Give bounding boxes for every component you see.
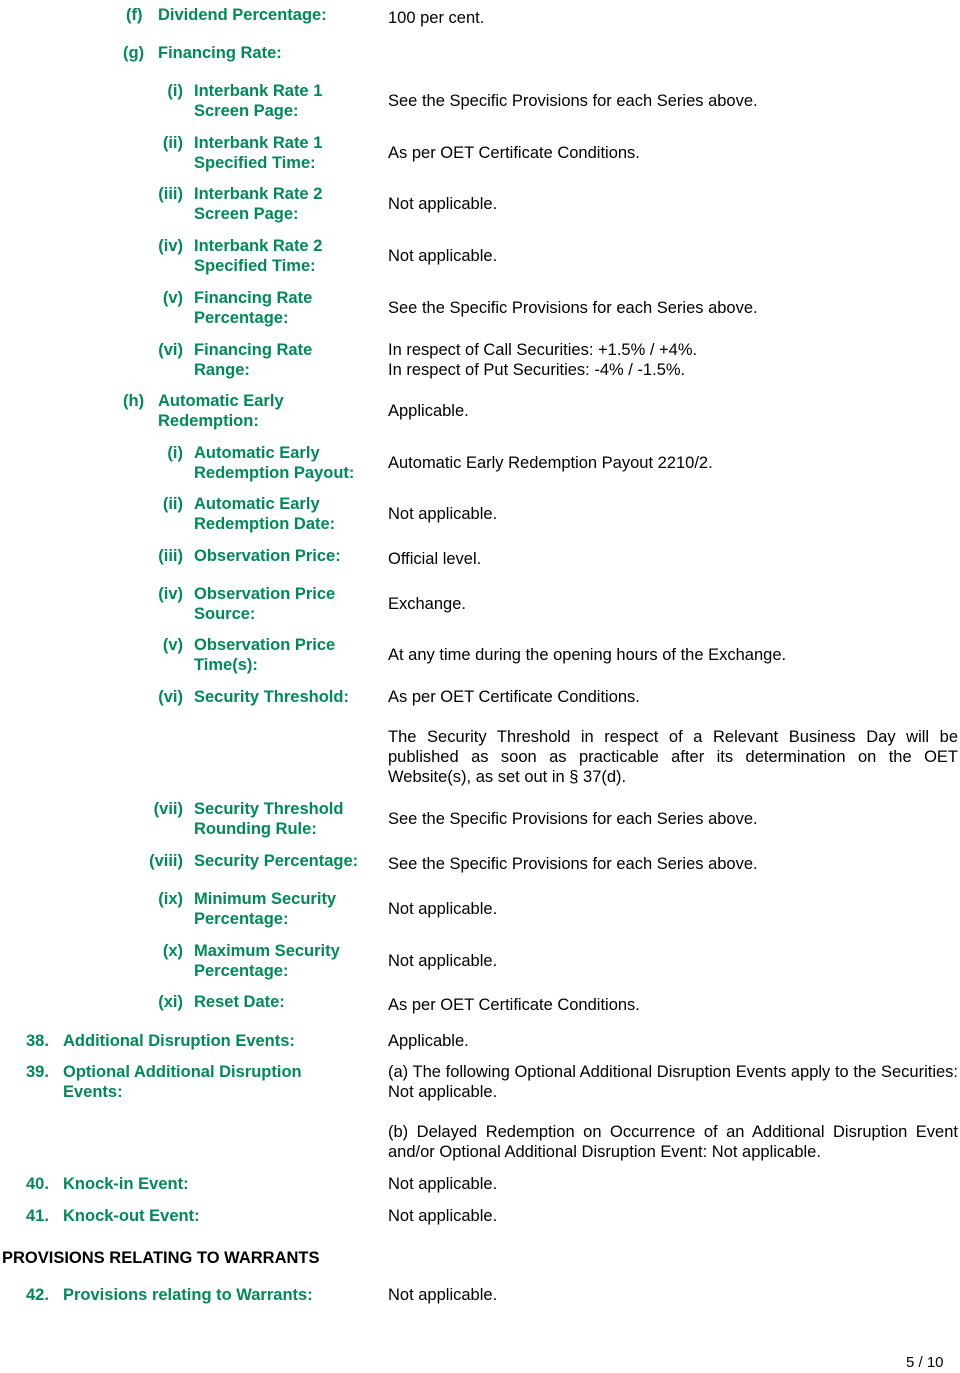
section-39-label-line2: Events:	[63, 1083, 123, 1101]
item-f-label: Dividend Percentage:	[158, 6, 327, 24]
item-h-ii-label-line1: Automatic Early	[194, 495, 320, 513]
item-g-iv-number: (iv)	[158, 237, 183, 255]
item-h-iv-number: (iv)	[158, 585, 183, 603]
item-g-vi-value-line1: In respect of Call Securities: +1.5% / +4%.	[388, 341, 698, 359]
item-g-v-label-line1: Financing Rate	[194, 289, 313, 307]
item-h-ii-number: (ii)	[162, 495, 183, 513]
section-41-number: 41.	[26, 1207, 49, 1225]
item-h-iii-label: Observation Price:	[194, 547, 341, 565]
item-g-label: Financing Rate:	[158, 44, 282, 62]
item-h-label-line2: Redemption:	[158, 412, 259, 430]
item-h-ix-number: (ix)	[158, 890, 183, 908]
item-g-vi-number: (vi)	[158, 341, 183, 359]
section-41-label: Knock-out Event:	[63, 1207, 200, 1225]
page-number: 5 / 10	[906, 1354, 944, 1371]
item-h-x-number: (x)	[162, 942, 183, 960]
item-h-vi-note: The Security Threshold in respect of a Relevant Business Day will be published as soon as practicable after its determination on the OET Website(s), as set out in § 37(d).	[388, 728, 958, 786]
item-g-iii-number: (iii)	[158, 185, 183, 203]
item-h-ix-label-line2: Percentage:	[194, 910, 289, 928]
section-40-number: 40.	[26, 1175, 49, 1193]
item-h-vi-label: Security Threshold:	[194, 688, 349, 706]
item-h-vii-value: See the Specific Provisions for each Series above.	[388, 810, 758, 828]
item-h-x-value: Not applicable.	[388, 952, 498, 970]
item-h-ix-label-line1: Minimum Security	[194, 890, 337, 908]
item-h-viii-label: Security Percentage:	[194, 852, 359, 870]
section-38-number: 38.	[26, 1032, 49, 1050]
item-h-number: (h)	[123, 392, 145, 410]
item-g-iii-value: Not applicable.	[388, 195, 498, 213]
item-h-label-line1: Automatic Early	[158, 392, 284, 410]
item-g-i-number: (i)	[167, 82, 183, 100]
item-g-iv-label-line1: Interbank Rate 2	[194, 237, 323, 255]
item-g-iii-label-line2: Screen Page:	[194, 205, 299, 223]
item-h-ii-value: Not applicable.	[388, 505, 498, 523]
item-h-iii-value: Official level.	[388, 550, 482, 568]
section-42-number: 42.	[26, 1286, 49, 1304]
section-39-value-b: (b) Delayed Redemption on Occurrence of an Additional Disruption Event and/or Optional Additional Disruption Event: Not applicable.	[388, 1123, 958, 1161]
item-g-v-number: (v)	[162, 289, 183, 307]
section-heading-warrants: PROVISIONS RELATING TO WARRANTS	[2, 1249, 320, 1267]
item-g-ii-value: As per OET Certificate Conditions.	[388, 144, 640, 162]
item-h-iv-label-line1: Observation Price	[194, 585, 336, 603]
item-g-iii-label-line1: Interbank Rate 2	[194, 185, 323, 203]
item-g-iv-label-line2: Specified Time:	[194, 257, 316, 275]
item-h-ix-value: Not applicable.	[388, 900, 498, 918]
item-h-xi-value: As per OET Certificate Conditions.	[388, 996, 640, 1014]
item-h-x-label-line1: Maximum Security	[194, 942, 340, 960]
item-g-i-label-line2: Screen Page:	[194, 102, 299, 120]
section-38-label: Additional Disruption Events:	[63, 1032, 295, 1050]
item-g-i-label-line1: Interbank Rate 1	[194, 82, 323, 100]
item-g-vi-label-line1: Financing Rate	[194, 341, 313, 359]
section-38-value: Applicable.	[388, 1032, 469, 1050]
item-h-i-value: Automatic Early Redemption Payout 2210/2.	[388, 454, 713, 472]
item-g-v-label-line2: Percentage:	[194, 309, 289, 327]
item-h-ii-label-line2: Redemption Date:	[194, 515, 336, 533]
item-h-vi-value: As per OET Certificate Conditions.	[388, 688, 640, 706]
item-f-number: (f)	[126, 6, 143, 24]
item-h-vii-number: (vii)	[153, 800, 183, 818]
item-h-iv-value: Exchange.	[388, 595, 466, 613]
section-40-value: Not applicable.	[388, 1175, 498, 1193]
item-h-iii-number: (iii)	[158, 547, 183, 565]
item-f-value: 100 per cent.	[388, 9, 485, 27]
section-42-label: Provisions relating to Warrants:	[63, 1286, 313, 1304]
section-39-value-a: (a) The following Optional Additional Disruption Events apply to the Securities: Not applicable.	[388, 1063, 958, 1101]
item-g-ii-label-line2: Specified Time:	[194, 154, 316, 172]
item-h-v-value: At any time during the opening hours of the Exchange.	[388, 646, 787, 664]
item-h-v-label-line1: Observation Price	[194, 636, 336, 654]
section-41-value: Not applicable.	[388, 1207, 498, 1225]
item-g-ii-label-line1: Interbank Rate 1	[194, 134, 323, 152]
item-h-iv-label-line2: Source:	[194, 605, 256, 623]
item-h-viii-value: See the Specific Provisions for each Series above.	[388, 855, 758, 873]
item-h-i-label-line1: Automatic Early	[194, 444, 320, 462]
item-h-xi-label: Reset Date:	[194, 993, 285, 1011]
item-g-number: (g)	[123, 44, 145, 62]
item-g-vi-value-line2: In respect of Put Securities: -4% / -1.5%.	[388, 361, 686, 379]
item-g-v-value: See the Specific Provisions for each Series above.	[388, 299, 758, 317]
item-h-vii-label-line1: Security Threshold	[194, 800, 344, 818]
section-40-label: Knock-in Event:	[63, 1175, 189, 1193]
section-42-value: Not applicable.	[388, 1286, 498, 1304]
item-h-xi-number: (xi)	[158, 993, 183, 1011]
item-g-vi-label-line2: Range:	[194, 361, 250, 379]
item-h-viii-number: (viii)	[149, 852, 183, 870]
section-39-number: 39.	[26, 1063, 49, 1081]
item-h-value: Applicable.	[388, 402, 469, 420]
item-h-i-number: (i)	[167, 444, 183, 462]
section-39-label-line1: Optional Additional Disruption	[63, 1063, 302, 1081]
item-g-i-value: See the Specific Provisions for each Series above.	[388, 92, 758, 110]
item-g-ii-number: (ii)	[162, 134, 183, 152]
item-h-v-label-line2: Time(s):	[194, 656, 258, 674]
item-g-iv-value: Not applicable.	[388, 247, 498, 265]
item-h-vi-number: (vi)	[158, 688, 183, 706]
item-h-vii-label-line2: Rounding Rule:	[194, 820, 317, 838]
item-h-x-label-line2: Percentage:	[194, 962, 289, 980]
item-h-v-number: (v)	[162, 636, 183, 654]
item-h-i-label-line2: Redemption Payout:	[194, 464, 355, 482]
